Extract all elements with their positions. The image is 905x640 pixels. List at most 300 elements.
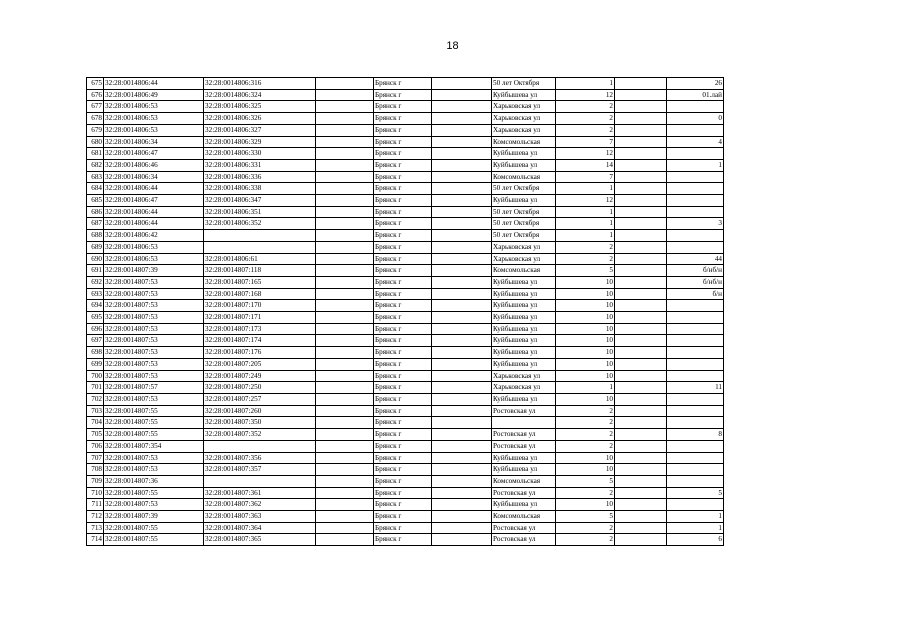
cell-empty-col-a (316, 417, 374, 429)
cell-cadastral-number: 32:28:0014807:361 (204, 487, 316, 499)
cell-empty-col-c (615, 253, 667, 265)
table-row (87, 195, 724, 207)
cell-city: Брянск г (374, 101, 432, 113)
cell-empty-col-a (316, 136, 374, 148)
cell-house-number: 2 (556, 113, 615, 125)
cell-city: Брянск г (374, 89, 432, 101)
cell-row-number: 684 (87, 183, 104, 195)
cell-cadastral-quarter: 32:28:0014807:53 (104, 288, 204, 300)
cell-city: Брянск г (374, 159, 432, 171)
cell-empty-col-c (615, 312, 667, 324)
cell-cadastral-quarter: 32:28:0014807:53 (104, 464, 204, 476)
cell-cadastral-number: 32:28:0014807:257 (204, 393, 316, 405)
cell-house-number: 14 (556, 159, 615, 171)
cell-empty-col-c (615, 159, 667, 171)
cell-empty-col-b (432, 300, 492, 312)
cell-city: Брянск г (374, 347, 432, 359)
cell-cadastral-number: 32:28:0014807:118 (204, 265, 316, 277)
cell-city: Брянск г (374, 300, 432, 312)
cell-street: Комсомольская (492, 475, 556, 487)
cell-apartment: 3 (667, 218, 724, 230)
cell-empty-col-b (432, 358, 492, 370)
cell-empty-col-b (432, 206, 492, 218)
cell-city: Брянск г (374, 218, 432, 230)
cell-cadastral-quarter: 32:28:0014806:47 (104, 195, 204, 207)
cell-street: Куйбышева ул (492, 323, 556, 335)
cell-apartment (667, 323, 724, 335)
cell-empty-col-c (615, 370, 667, 382)
cell-empty-col-b (432, 288, 492, 300)
cell-empty-col-c (615, 358, 667, 370)
cell-empty-col-c (615, 534, 667, 546)
cell-empty-col-a (316, 218, 374, 230)
cell-empty-col-c (615, 323, 667, 335)
cell-apartment: 1 (667, 159, 724, 171)
cell-empty-col-a (316, 452, 374, 464)
table-row (87, 475, 724, 487)
cell-city: Брянск г (374, 171, 432, 183)
cell-row-number: 688 (87, 230, 104, 242)
cell-apartment: 26 (667, 78, 724, 90)
cell-street: Куйбышева ул (492, 347, 556, 359)
cell-city: Брянск г (374, 358, 432, 370)
cell-street: Харьковская ул (492, 382, 556, 394)
table-row (87, 101, 724, 113)
cell-house-number: 2 (556, 405, 615, 417)
cell-cadastral-number (204, 230, 316, 242)
cell-empty-col-b (432, 534, 492, 546)
cell-cadastral-quarter: 32:28:0014807:55 (104, 522, 204, 534)
cell-cadastral-number: 32:28:0014807:350 (204, 417, 316, 429)
cell-empty-col-b (432, 159, 492, 171)
cell-street: Куйбышева ул (492, 300, 556, 312)
cell-apartment: б/н (667, 288, 724, 300)
cell-empty-col-b (432, 195, 492, 207)
cell-street: Куйбышева ул (492, 499, 556, 511)
cell-empty-col-c (615, 382, 667, 394)
cell-empty-col-a (316, 487, 374, 499)
table-row (87, 405, 724, 417)
cell-empty-col-b (432, 312, 492, 324)
cell-row-number: 707 (87, 452, 104, 464)
cell-apartment (667, 148, 724, 160)
cell-cadastral-number: 32:28:0014806:336 (204, 171, 316, 183)
cell-row-number: 682 (87, 159, 104, 171)
cell-cadastral-number: 32:28:0014806:347 (204, 195, 316, 207)
cell-empty-col-b (432, 136, 492, 148)
cell-city: Брянск г (374, 335, 432, 347)
cell-street: Комсомольская (492, 511, 556, 523)
cell-empty-col-c (615, 288, 667, 300)
cell-empty-col-c (615, 300, 667, 312)
cell-empty-col-a (316, 312, 374, 324)
cell-house-number: 2 (556, 241, 615, 253)
cell-row-number: 693 (87, 288, 104, 300)
cell-row-number: 676 (87, 89, 104, 101)
cell-empty-col-c (615, 440, 667, 452)
cell-apartment (667, 335, 724, 347)
cell-empty-col-a (316, 534, 374, 546)
cell-apartment (667, 183, 724, 195)
cell-empty-col-c (615, 475, 667, 487)
cell-row-number: 712 (87, 511, 104, 523)
cell-row-number: 678 (87, 113, 104, 125)
cell-street: Харьковская ул (492, 241, 556, 253)
cell-cadastral-number: 32:28:0014807:352 (204, 429, 316, 441)
cell-city: Брянск г (374, 124, 432, 136)
cell-cadastral-quarter: 32:28:0014807:53 (104, 452, 204, 464)
cell-city: Брянск г (374, 417, 432, 429)
cell-city: Брянск г (374, 475, 432, 487)
cell-street: 50 лет Октября (492, 230, 556, 242)
cell-cadastral-quarter: 32:28:0014806:47 (104, 148, 204, 160)
cell-cadastral-quarter: 32:28:0014806:53 (104, 241, 204, 253)
cell-apartment: б/нб/н (667, 265, 724, 277)
cell-house-number: 2 (556, 440, 615, 452)
cell-apartment: 5 (667, 487, 724, 499)
cell-apartment (667, 405, 724, 417)
cell-street: Харьковская ул (492, 113, 556, 125)
cell-street: Куйбышева ул (492, 276, 556, 288)
cell-empty-col-a (316, 335, 374, 347)
cell-empty-col-c (615, 218, 667, 230)
cell-cadastral-quarter: 32:28:0014807:39 (104, 265, 204, 277)
cell-row-number: 675 (87, 78, 104, 90)
cell-apartment: 11 (667, 382, 724, 394)
cell-empty-col-c (615, 78, 667, 90)
cell-empty-col-b (432, 241, 492, 253)
cell-street: Куйбышева ул (492, 312, 556, 324)
cell-empty-col-a (316, 148, 374, 160)
cell-city: Брянск г (374, 464, 432, 476)
cell-empty-col-b (432, 101, 492, 113)
cell-city: Брянск г (374, 393, 432, 405)
cell-empty-col-b (432, 405, 492, 417)
cell-row-number: 705 (87, 429, 104, 441)
table-row (87, 312, 724, 324)
cell-house-number: 2 (556, 487, 615, 499)
cell-house-number: 1 (556, 382, 615, 394)
cell-house-number: 2 (556, 522, 615, 534)
cell-house-number: 10 (556, 464, 615, 476)
cell-city: Брянск г (374, 78, 432, 90)
cell-apartment: 4 (667, 136, 724, 148)
cell-row-number: 698 (87, 347, 104, 359)
cell-row-number: 703 (87, 405, 104, 417)
cell-empty-col-c (615, 113, 667, 125)
cell-empty-col-b (432, 113, 492, 125)
cell-empty-col-a (316, 382, 374, 394)
cell-empty-col-b (432, 253, 492, 265)
table-row (87, 393, 724, 405)
cell-cadastral-number: 32:28:0014806:329 (204, 136, 316, 148)
cell-cadastral-number: 32:28:0014806:324 (204, 89, 316, 101)
cell-apartment (667, 300, 724, 312)
cell-house-number: 2 (556, 253, 615, 265)
cell-apartment (667, 206, 724, 218)
cell-empty-col-a (316, 241, 374, 253)
cell-empty-col-c (615, 499, 667, 511)
cell-empty-col-b (432, 440, 492, 452)
cell-apartment: 01.лай (667, 89, 724, 101)
cell-house-number: 1 (556, 230, 615, 242)
cell-row-number: 706 (87, 440, 104, 452)
cell-empty-col-a (316, 288, 374, 300)
cell-apartment (667, 230, 724, 242)
cell-city: Брянск г (374, 382, 432, 394)
cell-street: Куйбышева ул (492, 159, 556, 171)
cell-empty-col-b (432, 452, 492, 464)
cell-empty-col-b (432, 323, 492, 335)
cell-empty-col-a (316, 276, 374, 288)
cell-city: Брянск г (374, 230, 432, 242)
cell-row-number: 680 (87, 136, 104, 148)
cell-house-number: 7 (556, 136, 615, 148)
table-row (87, 487, 724, 499)
cell-cadastral-quarter: 32:28:0014806:53 (104, 113, 204, 125)
cell-cadastral-number: 32:28:0014806:327 (204, 124, 316, 136)
cell-street: Ростовская ул (492, 522, 556, 534)
cell-empty-col-b (432, 464, 492, 476)
table-row (87, 206, 724, 218)
table-row (87, 183, 724, 195)
cell-cadastral-quarter: 32:28:0014806:42 (104, 230, 204, 242)
cell-city: Брянск г (374, 241, 432, 253)
cell-cadastral-quarter: 32:28:0014807:53 (104, 335, 204, 347)
cell-house-number: 10 (556, 288, 615, 300)
cell-cadastral-number (204, 241, 316, 253)
cell-cadastral-number: 32:28:0014806:316 (204, 78, 316, 90)
cell-cadastral-number: 32:28:0014806:352 (204, 218, 316, 230)
cell-empty-col-c (615, 452, 667, 464)
cell-empty-col-a (316, 124, 374, 136)
cell-apartment: 44 (667, 253, 724, 265)
cell-city: Брянск г (374, 534, 432, 546)
cell-row-number: 677 (87, 101, 104, 113)
cell-cadastral-number: 32:28:0014807:364 (204, 522, 316, 534)
table-row (87, 464, 724, 476)
cell-city: Брянск г (374, 405, 432, 417)
cell-row-number: 695 (87, 312, 104, 324)
cell-empty-col-a (316, 195, 374, 207)
cell-city: Брянск г (374, 370, 432, 382)
cell-street: Куйбышева ул (492, 464, 556, 476)
cell-city: Брянск г (374, 487, 432, 499)
table-row (87, 499, 724, 511)
cell-empty-col-a (316, 101, 374, 113)
cell-empty-col-c (615, 487, 667, 499)
cell-street: Комсомольская (492, 171, 556, 183)
cell-empty-col-b (432, 148, 492, 160)
cell-apartment (667, 440, 724, 452)
table-row (87, 89, 724, 101)
cell-row-number: 690 (87, 253, 104, 265)
cell-empty-col-b (432, 183, 492, 195)
cell-row-number: 691 (87, 265, 104, 277)
cell-house-number: 10 (556, 335, 615, 347)
cell-cadastral-number: 32:28:0014807:249 (204, 370, 316, 382)
cell-apartment (667, 370, 724, 382)
cell-row-number: 696 (87, 323, 104, 335)
cell-empty-col-b (432, 265, 492, 277)
cell-apartment (667, 464, 724, 476)
table-row (87, 440, 724, 452)
cell-house-number: 10 (556, 323, 615, 335)
cell-row-number: 681 (87, 148, 104, 160)
cell-cadastral-number (204, 440, 316, 452)
cell-cadastral-quarter: 32:28:0014807:53 (104, 312, 204, 324)
cell-street: 50 лет Октября (492, 218, 556, 230)
cell-cadastral-quarter: 32:28:0014807:354 (104, 440, 204, 452)
cell-street: Куйбышева ул (492, 358, 556, 370)
cell-empty-col-a (316, 113, 374, 125)
cell-house-number: 10 (556, 499, 615, 511)
cell-house-number: 10 (556, 276, 615, 288)
cell-empty-col-a (316, 464, 374, 476)
cell-cadastral-quarter: 32:28:0014807:53 (104, 358, 204, 370)
cell-empty-col-a (316, 323, 374, 335)
cell-street: Харьковская ул (492, 370, 556, 382)
cell-empty-col-a (316, 358, 374, 370)
cell-empty-col-c (615, 276, 667, 288)
table-row (87, 382, 724, 394)
cell-empty-col-a (316, 159, 374, 171)
cell-empty-col-c (615, 335, 667, 347)
table-row (87, 370, 724, 382)
cell-empty-col-c (615, 464, 667, 476)
cell-street: Комсомольская (492, 136, 556, 148)
cell-empty-col-c (615, 148, 667, 160)
cell-empty-col-c (615, 265, 667, 277)
cell-cadastral-number: 32:28:0014806:325 (204, 101, 316, 113)
cell-row-number: 697 (87, 335, 104, 347)
cell-street: Куйбышева ул (492, 288, 556, 300)
cell-cadastral-quarter: 32:28:0014807:53 (104, 300, 204, 312)
cell-apartment: б/нб/н (667, 276, 724, 288)
cell-cadastral-quarter: 32:28:0014807:55 (104, 417, 204, 429)
cell-street: Куйбышева ул (492, 393, 556, 405)
cell-empty-col-c (615, 183, 667, 195)
page-number: 18 (446, 40, 459, 52)
cell-city: Брянск г (374, 113, 432, 125)
cell-empty-col-b (432, 475, 492, 487)
table-row (87, 113, 724, 125)
cell-empty-col-b (432, 78, 492, 90)
cell-empty-col-a (316, 253, 374, 265)
cell-apartment: 1 (667, 511, 724, 523)
cell-apartment (667, 241, 724, 253)
cell-apartment (667, 358, 724, 370)
cell-row-number: 711 (87, 499, 104, 511)
cell-cadastral-quarter: 32:28:0014807:57 (104, 382, 204, 394)
cell-cadastral-number: 32:28:0014806:331 (204, 159, 316, 171)
cell-row-number: 687 (87, 218, 104, 230)
cell-empty-col-a (316, 206, 374, 218)
cell-row-number: 694 (87, 300, 104, 312)
cell-row-number: 685 (87, 195, 104, 207)
cell-city: Брянск г (374, 499, 432, 511)
cell-cadastral-number: 32:28:0014807:363 (204, 511, 316, 523)
cell-empty-col-b (432, 89, 492, 101)
cell-cadastral-number: 32:28:0014807:362 (204, 499, 316, 511)
cell-row-number: 679 (87, 124, 104, 136)
cell-cadastral-number: 32:28:0014807:250 (204, 382, 316, 394)
table-row (87, 124, 724, 136)
cell-house-number: 1 (556, 218, 615, 230)
cell-empty-col-b (432, 393, 492, 405)
cell-cadastral-number: 32:28:0014806:351 (204, 206, 316, 218)
cell-city: Брянск г (374, 265, 432, 277)
cell-cadastral-quarter: 32:28:0014806:44 (104, 218, 204, 230)
cell-row-number: 686 (87, 206, 104, 218)
cell-street: Куйбышева ул (492, 452, 556, 464)
cell-apartment (667, 393, 724, 405)
cell-street: 50 лет Октября (492, 78, 556, 90)
cell-cadastral-number: 32:28:0014807:357 (204, 464, 316, 476)
cell-city: Брянск г (374, 206, 432, 218)
cell-cadastral-number: 32:28:0014807:205 (204, 358, 316, 370)
cell-empty-col-a (316, 499, 374, 511)
cell-empty-col-c (615, 522, 667, 534)
cell-empty-col-a (316, 347, 374, 359)
cell-empty-col-a (316, 393, 374, 405)
cell-house-number: 7 (556, 171, 615, 183)
cell-cadastral-quarter: 32:28:0014806:34 (104, 136, 204, 148)
cell-empty-col-c (615, 89, 667, 101)
cell-empty-col-b (432, 276, 492, 288)
cell-cadastral-quarter: 32:28:0014806:44 (104, 206, 204, 218)
cell-row-number: 710 (87, 487, 104, 499)
cell-house-number: 5 (556, 265, 615, 277)
table-row (87, 452, 724, 464)
table-row (87, 171, 724, 183)
cell-empty-col-c (615, 171, 667, 183)
cell-empty-col-b (432, 499, 492, 511)
cell-street: 50 лет Октября (492, 206, 556, 218)
cell-row-number: 700 (87, 370, 104, 382)
table-row (87, 417, 724, 429)
cell-apartment (667, 347, 724, 359)
cell-empty-col-b (432, 230, 492, 242)
cell-city: Брянск г (374, 288, 432, 300)
cell-empty-col-c (615, 101, 667, 113)
cell-street: Ростовская ул (492, 429, 556, 441)
cell-empty-col-c (615, 347, 667, 359)
cell-cadastral-number: 32:28:0014807:165 (204, 276, 316, 288)
cell-empty-col-c (615, 417, 667, 429)
cell-row-number: 708 (87, 464, 104, 476)
cell-empty-col-c (615, 511, 667, 523)
cell-house-number: 1 (556, 206, 615, 218)
cell-apartment: 6 (667, 534, 724, 546)
cell-cadastral-quarter: 32:28:0014807:53 (104, 499, 204, 511)
cell-city: Брянск г (374, 440, 432, 452)
cell-row-number: 713 (87, 522, 104, 534)
cell-empty-col-b (432, 382, 492, 394)
cell-street: Харьковская ул (492, 101, 556, 113)
cell-street: Ростовская ул (492, 487, 556, 499)
cell-cadastral-quarter: 32:28:0014807:53 (104, 393, 204, 405)
cell-city: Брянск г (374, 195, 432, 207)
cell-cadastral-number: 32:28:0014806:330 (204, 148, 316, 160)
cell-empty-col-a (316, 511, 374, 523)
cell-empty-col-b (432, 487, 492, 499)
cell-empty-col-a (316, 440, 374, 452)
cell-house-number: 12 (556, 148, 615, 160)
cell-city: Брянск г (374, 312, 432, 324)
cell-empty-col-a (316, 265, 374, 277)
cell-street: Харьковская ул (492, 124, 556, 136)
